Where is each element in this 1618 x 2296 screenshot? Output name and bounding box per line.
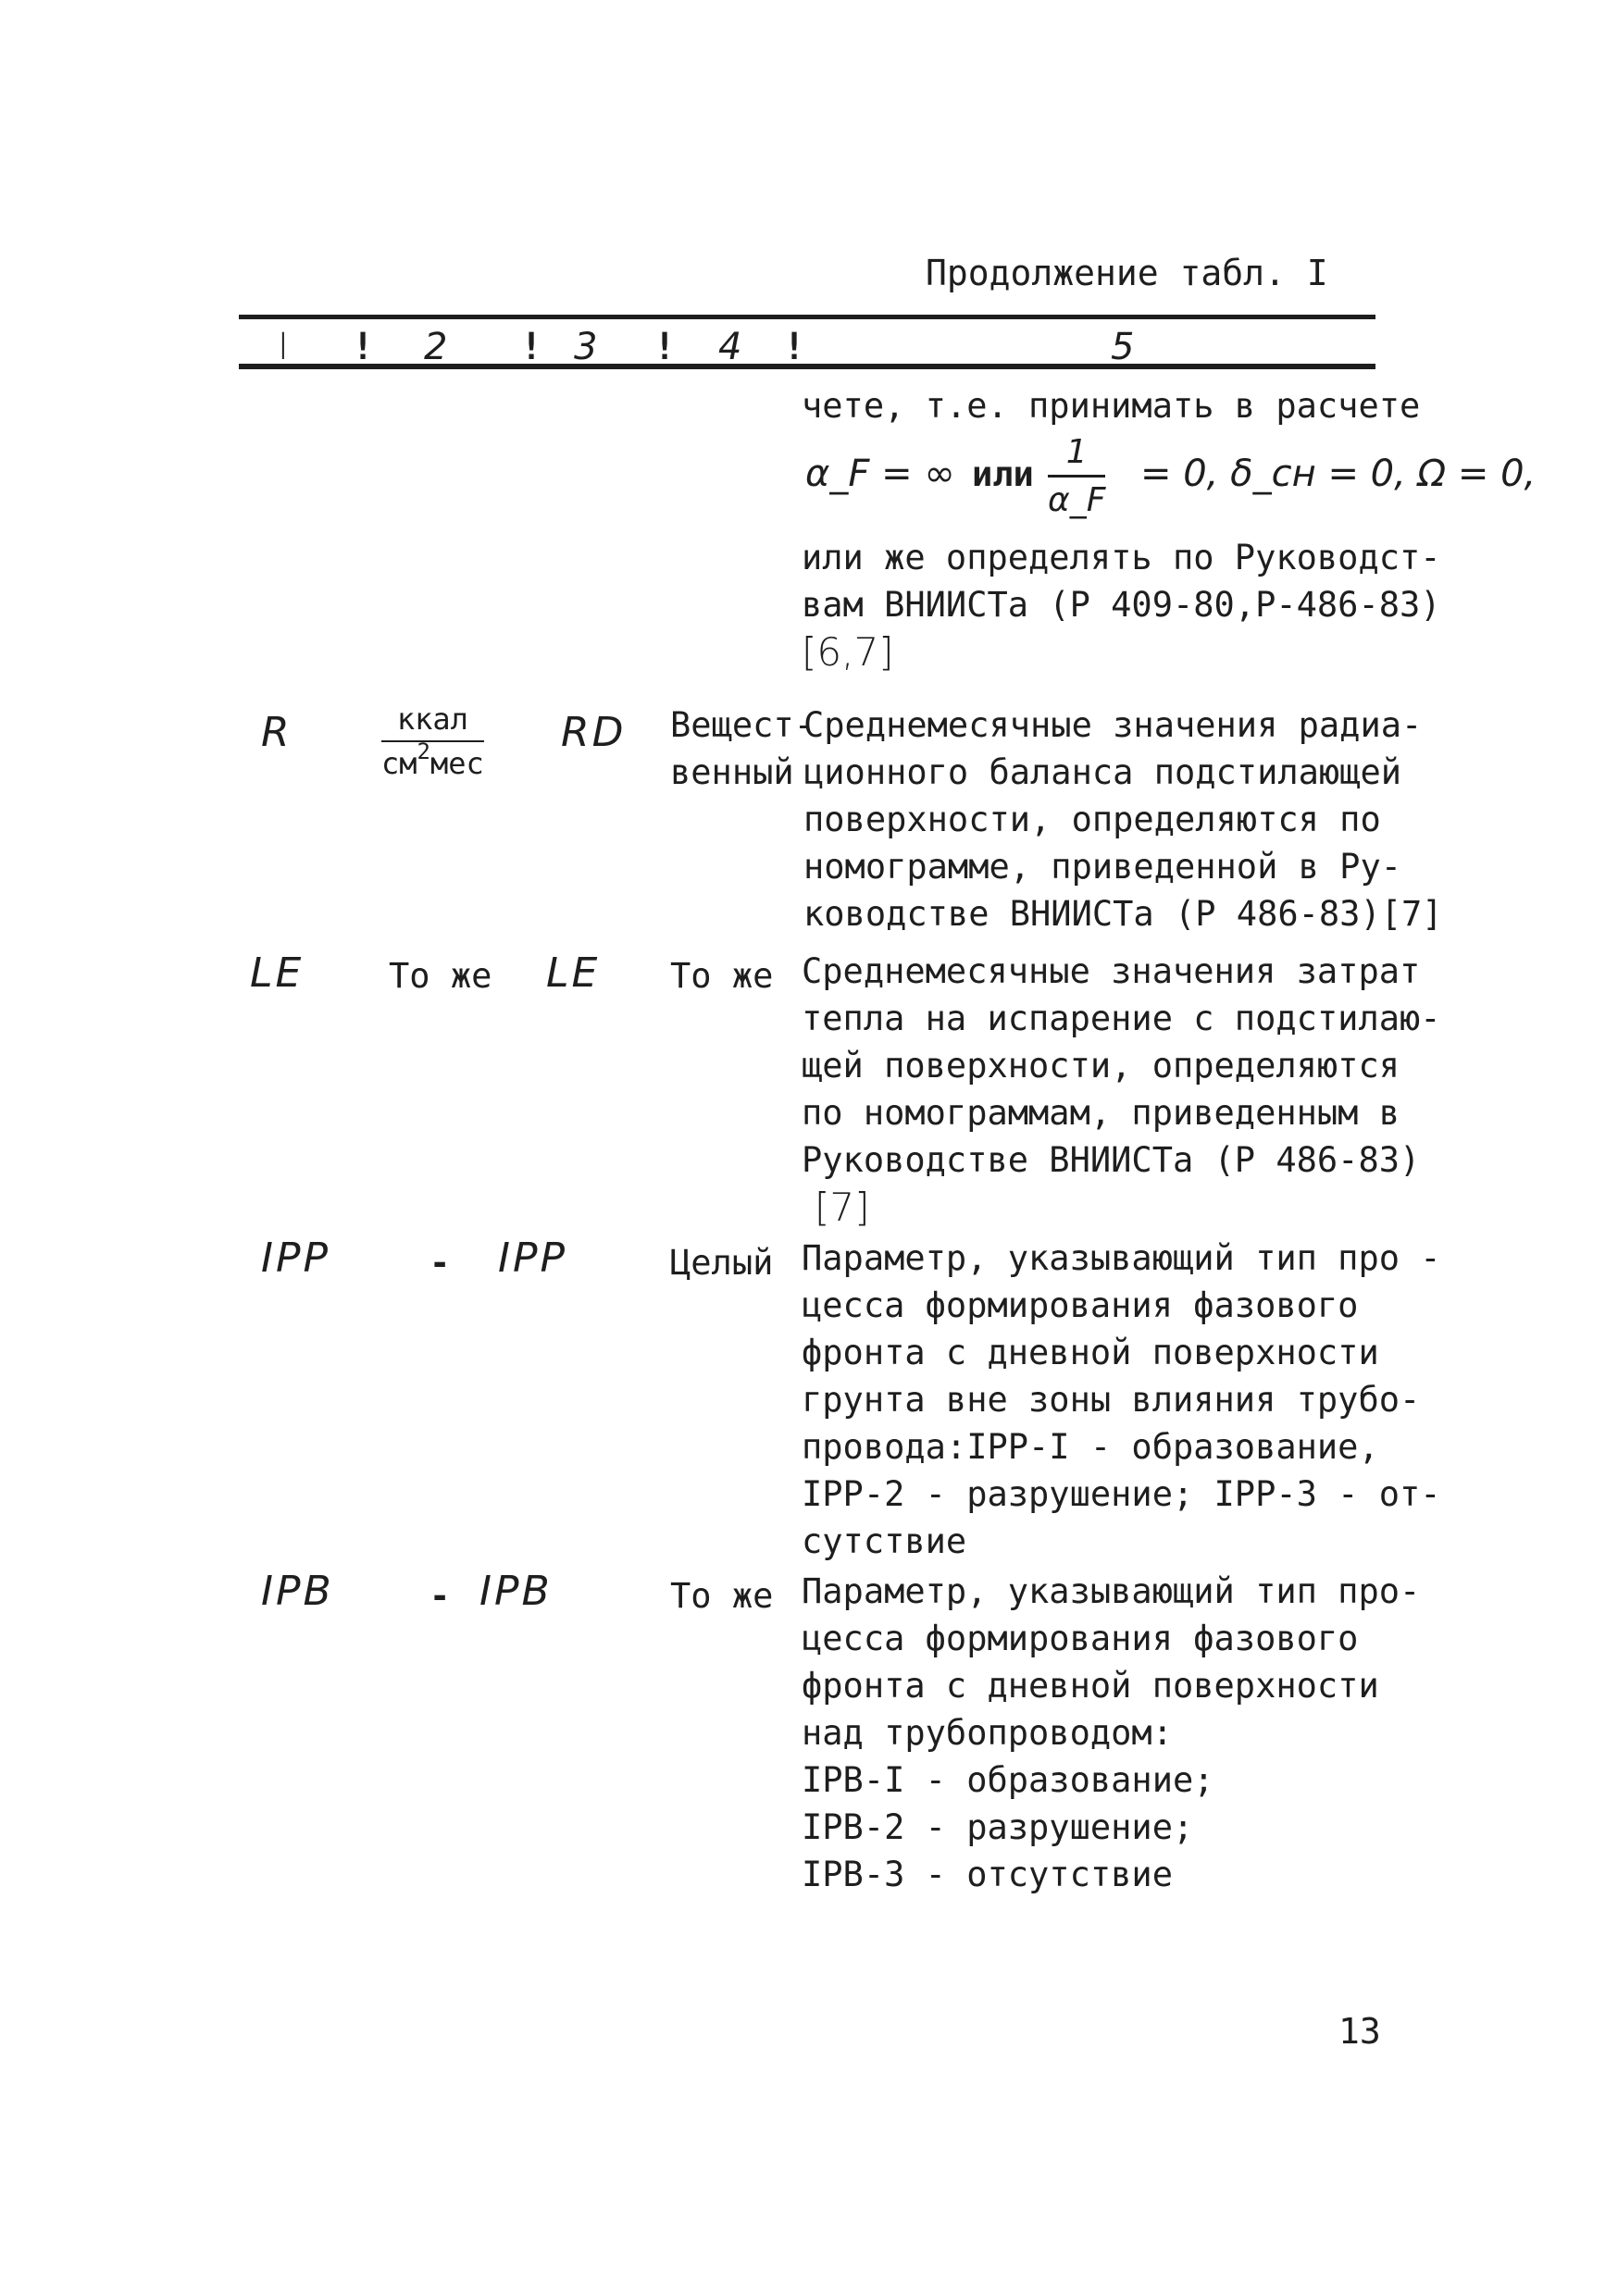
row-description xyxy=(803,701,1599,937)
description-line: IPB-2 - разрушение; xyxy=(802,1807,1194,1847)
description-reference: [7] xyxy=(815,1185,870,1230)
description-line: IPB-3 - отсутствие xyxy=(802,1855,1173,1894)
description-line: Среднемесячные значения затрат xyxy=(802,951,1421,991)
description-line: провода:IPP-I - образование, xyxy=(802,1427,1379,1467)
row-symbol: IPP xyxy=(261,1235,331,1282)
row-unit: То же xyxy=(389,956,492,996)
header-separator-2: ! xyxy=(520,326,543,368)
row-description xyxy=(802,1568,1598,1898)
row-unit: - xyxy=(429,1243,451,1283)
row-identifier: IPP xyxy=(498,1235,568,1282)
formula xyxy=(805,433,1537,527)
description-line: номограмме, приведенной в Ру- xyxy=(803,847,1402,887)
description-line: Параметр, указывающий тип про- xyxy=(802,1571,1421,1611)
unit-den-sup: 2 xyxy=(417,738,430,764)
description-line: IPP-2 - разрушение; IPP-3 - от- xyxy=(802,1474,1441,1514)
row-symbol: IPB xyxy=(261,1568,334,1615)
row-identifier: RD xyxy=(561,709,627,756)
header-separator-3: ! xyxy=(653,326,677,368)
row-type xyxy=(670,701,815,796)
unit-numerator: ккал xyxy=(381,701,484,742)
row-type: То же xyxy=(670,956,774,996)
description-line: фронта с дневной поверхности xyxy=(802,1666,1379,1706)
description-line: грунта вне зоны влияния трубо- xyxy=(802,1380,1421,1420)
description-line: по номограммам, приведенным в xyxy=(802,1093,1400,1133)
description-line: цесса формирования фазового xyxy=(802,1619,1359,1658)
header-col-1: I xyxy=(278,326,289,368)
description-line: сутствие xyxy=(802,1521,967,1561)
row-description xyxy=(802,948,1598,1231)
header-col-4: 4 xyxy=(718,326,742,368)
unit-den-a: см xyxy=(381,746,417,781)
continued-text-line: чете, т.е. принимать в расчете xyxy=(802,386,1421,426)
unit-denominator xyxy=(381,738,484,781)
description-line: IPB-I - образование; xyxy=(802,1760,1214,1800)
formula-fraction xyxy=(1048,433,1105,519)
description-line: фронта с дневной поверхности xyxy=(802,1333,1379,1372)
description-line: цесса формирования фазового xyxy=(802,1285,1359,1325)
description-line: поверхности, определяются по xyxy=(803,800,1381,839)
description-line: Среднемесячные значения радиа- xyxy=(803,705,1423,745)
description-line: ководстве ВНИИСТа (Р 486-83)[7] xyxy=(803,894,1443,934)
continued-text-block xyxy=(802,534,1598,676)
row-description xyxy=(802,1235,1598,1565)
row-unit xyxy=(381,701,484,781)
page-number: 13 xyxy=(1338,2011,1381,2052)
continued-text-line: вам ВНИИСТа (Р 409-80,Р-486-83) xyxy=(802,585,1441,625)
header-top-rule xyxy=(239,315,1375,319)
formula-fraction-denominator: α_F xyxy=(1048,481,1106,519)
row-symbol: LE xyxy=(250,949,305,997)
unit-den-b: мес xyxy=(429,746,484,781)
description-line: Параметр, указывающий тип про - xyxy=(802,1238,1441,1278)
formula-alpha-inf: α_F = ∞ xyxy=(805,453,955,495)
header-separator-4: ! xyxy=(783,326,806,368)
continuation-title: Продолжение табл. I xyxy=(926,253,1328,293)
row-unit: - xyxy=(429,1576,451,1616)
description-line: Руководстве ВНИИСТа (Р 486-83) xyxy=(802,1140,1421,1180)
formula-rest: = 0, δ_сн = 0, Ω = 0, xyxy=(1140,453,1537,495)
header-col-5: 5 xyxy=(1111,326,1135,368)
row-type-line: венный xyxy=(670,752,794,792)
row-symbol: R xyxy=(261,709,292,756)
row-type: То же xyxy=(670,1576,774,1616)
continued-text-reference: [6,7] xyxy=(802,629,894,675)
formula-fraction-numerator: 1 xyxy=(1048,433,1105,478)
row-type: Целый xyxy=(670,1243,774,1283)
description-line: тепла на испарение с подстилаю- xyxy=(802,999,1441,1038)
row-type-line: Вещест- xyxy=(670,705,815,745)
description-line: щей поверхности, определяются xyxy=(802,1046,1400,1086)
row-identifier: IPB xyxy=(479,1568,553,1615)
continued-text-line: или же определять по Руководст- xyxy=(802,538,1441,577)
header-separator-1: ! xyxy=(352,326,375,368)
row-identifier: LE xyxy=(546,949,601,997)
description-line: над трубопроводом: xyxy=(802,1713,1173,1753)
header-col-2: 2 xyxy=(424,326,448,368)
header-col-3: 3 xyxy=(574,326,598,368)
description-line: ционного баланса подстилающей xyxy=(803,752,1402,792)
formula-or-word: или xyxy=(972,454,1034,494)
header-bottom-rule xyxy=(239,364,1375,369)
